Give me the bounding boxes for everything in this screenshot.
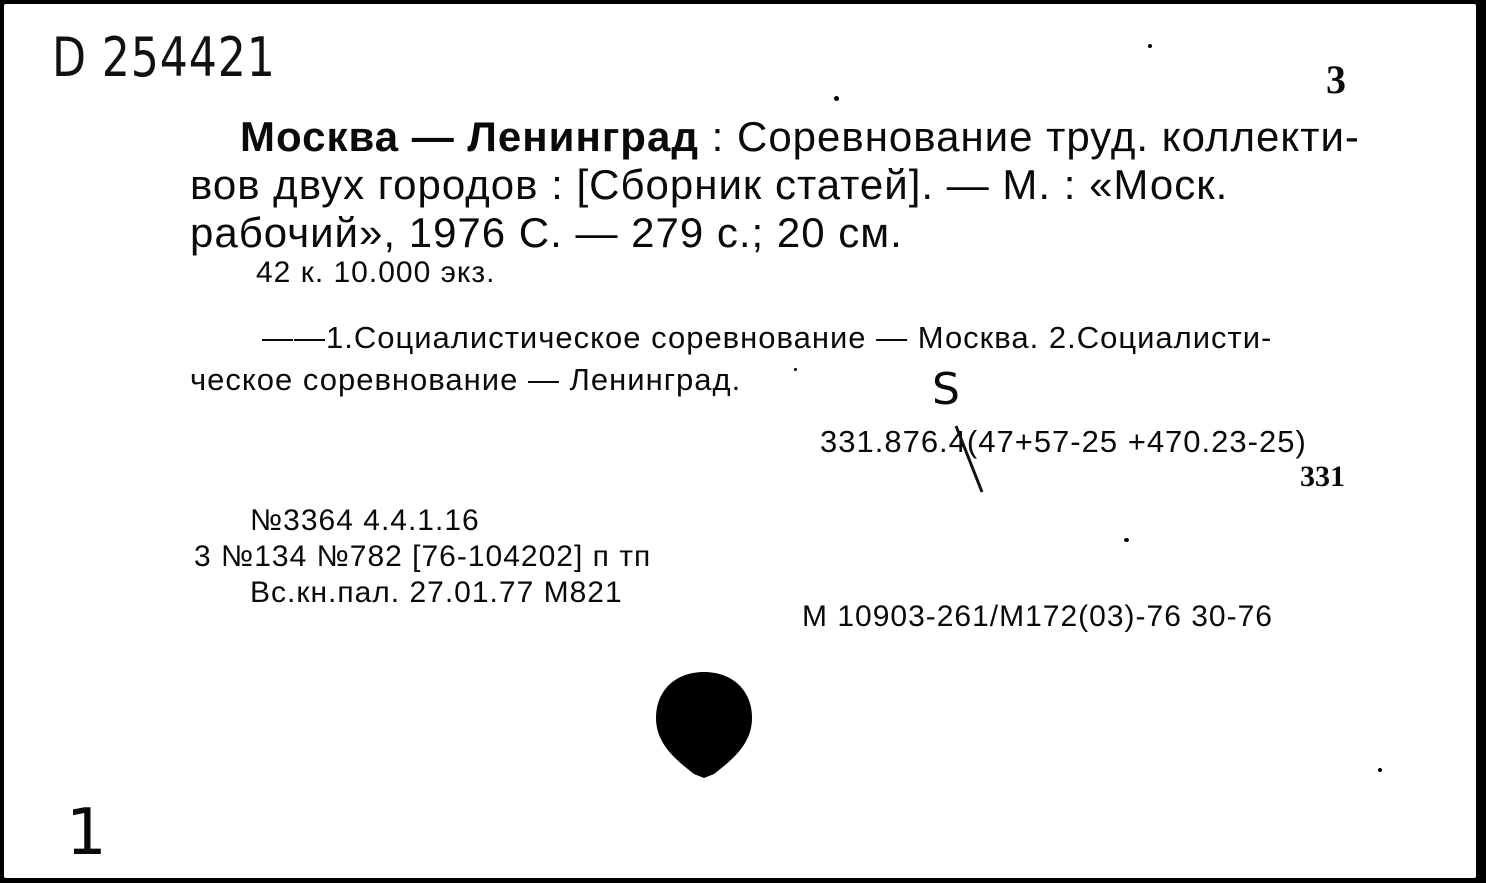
meta-line-2: 3 №134 №782 [76-104202] п тп xyxy=(194,540,652,573)
speck xyxy=(1378,768,1382,772)
title-line-1 xyxy=(240,113,1360,160)
subjects-line-1: ——1.Социалистическое соревнование — Москва. 2.Социалисти- xyxy=(262,320,1273,355)
card-number: 3 xyxy=(1326,57,1346,102)
speck xyxy=(834,96,839,101)
author-mark: 331 xyxy=(1300,460,1345,493)
catalog-card xyxy=(4,4,1476,878)
punch-hole xyxy=(654,668,754,780)
classification-code: 331.876.4(47+57-25 +470.23-25) xyxy=(820,424,1307,459)
meta-line-1: №3364 4.4.1.16 xyxy=(250,504,480,537)
inventory-number: D 254421 xyxy=(52,26,276,89)
handwritten-s: S xyxy=(932,364,960,415)
handwritten-one: 1 xyxy=(66,796,107,870)
title-line-2: вов двух городов : [Сборник статей]. — М. : «Моск. xyxy=(190,161,1229,208)
speck xyxy=(1124,538,1129,542)
price-line: 42 к. 10.000 экз. xyxy=(256,256,496,289)
meta-line-3: Вс.кн.пал. 27.01.77 М821 xyxy=(250,576,623,609)
title-line-3: рабочий», 1976 С. — 279 с.; 20 см. xyxy=(190,209,903,256)
speck xyxy=(794,368,797,371)
title-rest: : Соревнование труд. коллекти- xyxy=(698,113,1360,160)
speck xyxy=(1148,44,1152,48)
bottom-code: М 10903-261/М172(03)-76 30-76 xyxy=(802,600,1273,633)
subjects-line-2: ческое соревнование — Ленинград. xyxy=(190,362,742,397)
title-bold: Москва — Ленинград xyxy=(240,113,699,160)
pen-strike-mark xyxy=(954,422,984,494)
